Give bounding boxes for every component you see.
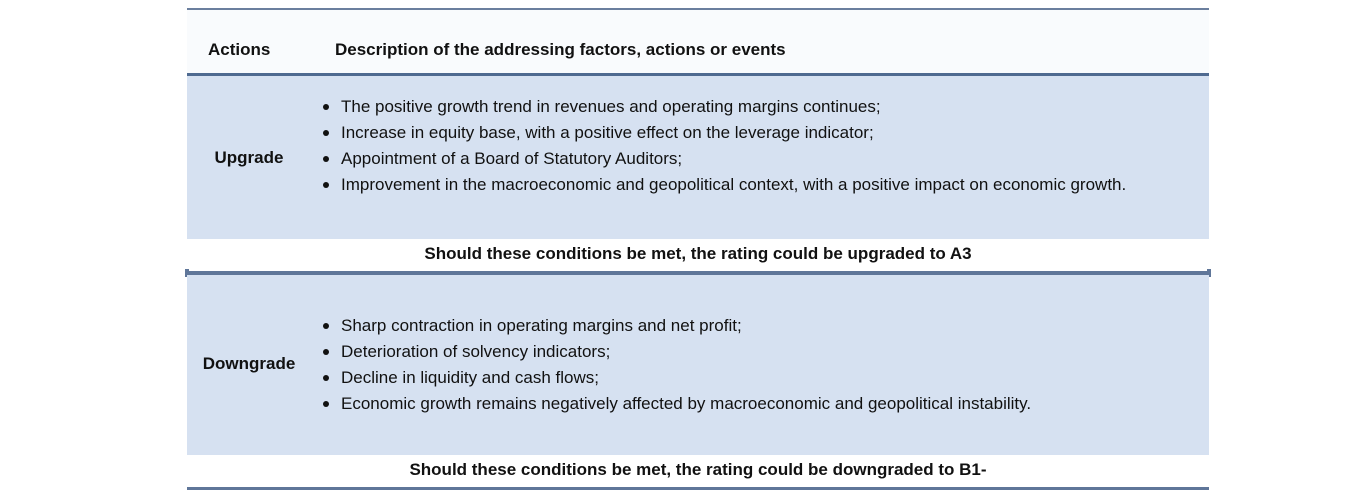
downgrade-conclusion: Should these conditions be met, the rating could be downgraded to B1- xyxy=(187,455,1209,487)
upgrade-conclusion: Should these conditions be met, the rating could be upgraded to A3 xyxy=(187,239,1209,271)
table-header xyxy=(187,10,1209,76)
list-item: The positive growth trend in revenues and operating margins continues; xyxy=(319,94,1169,120)
downgrade-factors-list xyxy=(319,313,1169,417)
list-item: Appointment of a Board of Statutory Auditors; xyxy=(319,146,1169,172)
downgrade-row xyxy=(187,275,1209,455)
list-item: Sharp contraction in operating margins and net profit; xyxy=(319,313,1169,339)
list-item: Increase in equity base, with a positive effect on the leverage indicator; xyxy=(319,120,1169,146)
list-item: Deterioration of solvency indicators; xyxy=(319,339,1169,365)
bottom-rule xyxy=(187,487,1209,490)
rating-actions-table xyxy=(187,8,1209,490)
upgrade-label: Upgrade xyxy=(214,148,284,167)
header-actions: Actions xyxy=(208,40,271,59)
list-item: Economic growth remains negatively affected by macroeconomic and geopolitical instability. xyxy=(319,391,1169,417)
upgrade-factors-list xyxy=(319,94,1169,198)
list-item: Improvement in the macroeconomic and geopolitical context, with a positive impact on economic growth. xyxy=(319,172,1169,198)
downgrade-label: Downgrade xyxy=(202,354,296,373)
header-description: Description of the addressing factors, actions or events xyxy=(335,40,786,59)
upgrade-row xyxy=(187,76,1209,239)
list-item: Decline in liquidity and cash flows; xyxy=(319,365,1169,391)
